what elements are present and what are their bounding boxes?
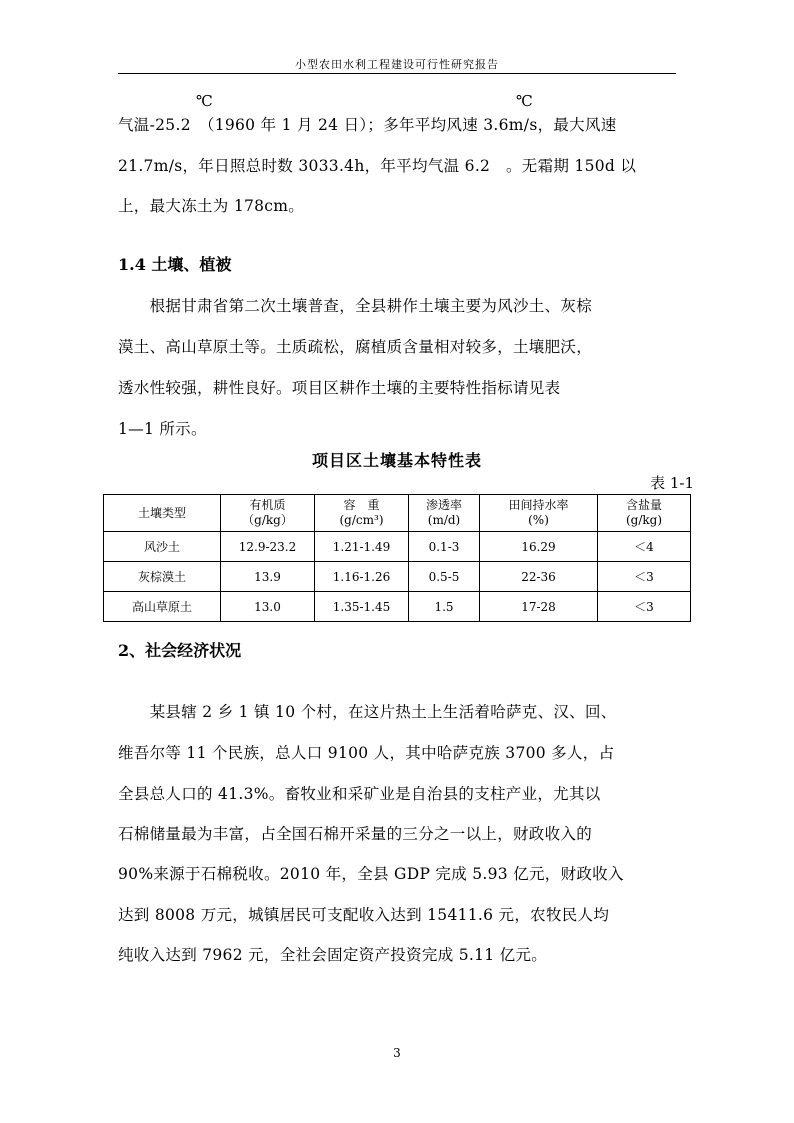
table-cell: 12.9-23.2 — [221, 532, 315, 562]
section-heading-soil: 1.4 土壤、植被 — [118, 255, 232, 274]
climate-line-3: 上，最大冻土为 178cm。 — [118, 197, 305, 215]
table-title: 项目区土壤基本特性表 — [311, 451, 482, 470]
climate-line-2: 21.7m/s，年日照总时数 3033.4h，年平均气温 6.2 。无霜期 150d 以 — [118, 157, 637, 175]
economy-paragraph-line: 90%来源于石棉税收。2010 年，全县 GDP 完成 5.93 亿元，财政收入 — [118, 865, 624, 883]
economy-paragraph-line: 石棉储量最为丰富，占全国石棉开采量的三分之一以上，财政收入的 — [118, 825, 593, 843]
section-heading-economy: 2、社会经济状况 — [118, 641, 242, 660]
header-field-capacity: 田间持水率 (%) — [480, 495, 598, 532]
table-cell: 22-36 — [480, 562, 598, 592]
economy-paragraph-line: 达到 8008 万元，城镇居民可支配收入达到 15411.6 元，农牧民人均 — [118, 906, 610, 924]
table-cell: 1.21-1.49 — [315, 532, 409, 562]
header-soil-type: 土壤类型 — [104, 495, 221, 532]
table-cell: 17-28 — [480, 592, 598, 622]
table-cell: ＜4 — [598, 532, 691, 562]
header-permeability: 渗透率 (m/d) — [409, 495, 480, 532]
table-cell: 16.29 — [480, 532, 598, 562]
soil-properties-table — [103, 494, 691, 622]
degree-symbol: ℃ — [516, 92, 533, 110]
table-header-row — [104, 495, 691, 532]
table-number: 表 1-1 — [650, 474, 694, 492]
header-organic-matter: 有机质 （g/kg） — [221, 495, 315, 532]
header-bulk-density: 容 重 (g/cm³) — [315, 495, 409, 532]
table-row — [104, 532, 691, 562]
soil-paragraph-line: 根据甘肃省第二次土壤普查，全县耕作土壤主要为风沙土、灰棕 — [118, 297, 593, 315]
header-rule — [118, 73, 676, 74]
table-cell: 灰棕漠土 — [104, 562, 221, 592]
table-cell: 高山草原土 — [104, 592, 221, 622]
economy-paragraph-line: 维吾尔等 11 个民族，总人口 9100 人，其中哈萨克族 3700 多人，占 — [118, 744, 615, 762]
table-cell: 1.16-1.26 — [315, 562, 409, 592]
table-cell: 1.5 — [409, 592, 480, 622]
table-cell: 风沙土 — [104, 532, 221, 562]
table-cell: 13.0 — [221, 592, 315, 622]
climate-line-1: 气温-25.2 （1960 年 1 月 24 日）；多年平均风速 3.6m/s，最大风速 — [118, 116, 617, 134]
soil-paragraph-line: 1—1 所示。 — [118, 420, 207, 438]
table-row — [104, 562, 691, 592]
table-cell: ＜3 — [598, 562, 691, 592]
table-cell: 13.9 — [221, 562, 315, 592]
table-cell: 0.5-5 — [409, 562, 480, 592]
header-salt-content: 含盐量 (g/kg) — [598, 495, 691, 532]
page-number: 3 — [393, 1046, 401, 1060]
degree-symbol: ℃ — [196, 92, 213, 110]
table-row — [104, 592, 691, 622]
soil-paragraph-line: 透水性较强，耕性良好。项目区耕作土壤的主要特性指标请见表 — [118, 379, 561, 397]
table-cell: 0.1-3 — [409, 532, 480, 562]
economy-paragraph-line: 全县总人口的 41.3%。畜牧业和采矿业是自治县的支柱产业，尤其以 — [118, 785, 601, 803]
table-cell: ＜3 — [598, 592, 691, 622]
economy-paragraph-line: 某县辖 2 乡 1 镇 10 个村，在这片热土上生活着哈萨克、汉、回、 — [118, 703, 617, 721]
soil-paragraph-line: 漠土、高山草原土等。土质疏松，腐植质含量相对较多，土壤肥沃， — [118, 338, 593, 356]
economy-paragraph-line: 纯收入达到 7962 元，全社会固定资产投资完成 5.11 亿元。 — [118, 946, 548, 964]
running-header: 小型农田水利工程建设可行性研究报告 — [295, 58, 499, 71]
table-cell: 1.35-1.45 — [315, 592, 409, 622]
